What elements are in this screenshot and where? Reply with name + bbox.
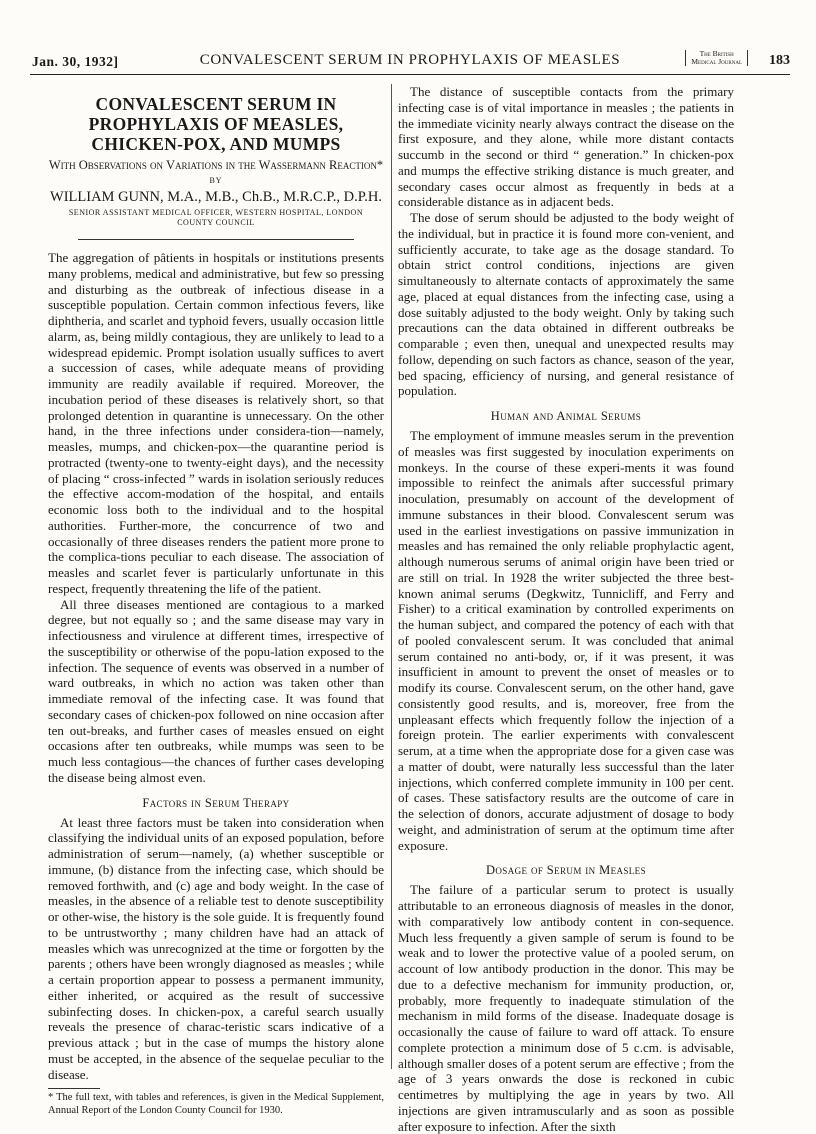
paragraph-serums: The employment of immune measles serum in the prevention of measles was first suggested by inoculation experiments on monkeys. In the course of these experi-ments it was found impossible to reinfect the animals after successful primary inoculation, presumably on account of the development of immune substances in their blood. Convalescent serum was used in the earliest investigations on passive immunization in measles and has remained the only reliable prophylactic agent, although numerous serums of animal origin have been tried or are still on trial. In 1928 the writer subjected the three best-known animal serums (Degkwitz, Tunnicliff, and Ferry and Fisher) to a critical examination by controlled experiments on the human subject, and compared the potency of each with that of pooled convalescent serum. It was concluded that animal serum contained no anti-body, or, if it was present, it was insufficient in amount to prevent the onset of measles or to modify its course. Convalescent serum, on the other hand, gave consistently good results, and is, moreover, free from the unpleasant effects which frequently follow the injection of a foreign protein. The earlier experiments with convalescent serum, at a time when the appropriate dose for a given case was a matter of doubt, were naturally less successful than the later injections, which conferred complete immunity in 100 per cent. of cases. These satisfactory results are the outcome of care in the selection of donors, accurate adjustment of dosage to body weight, and administration of serum at the optimum time after exposure.	[398, 428, 734, 853]
page-number: 183	[769, 53, 790, 68]
issue-date: Jan. 30, 1932]	[32, 54, 119, 69]
section-heading-human-animal: Human and Animal Serums	[490, 409, 642, 423]
author-name: WILLIAM GUNN, M.A., M.B., Ch.B., M.R.C.P., D.P.H.	[50, 189, 382, 205]
right-column	[398, 84, 734, 1134]
journal-name-line2: Medical Journal	[691, 57, 742, 66]
section-heading-dosage: Dosage of Serum in Measles	[485, 863, 646, 878]
running-header	[30, 48, 790, 75]
paragraph-contagion: All three diseases mentioned are contagious to a marked degree, but not equally so ; and the same disease may vary in infectiousness and virulence at different times, irrespective of the susceptibility or otherwise of the popu-lation exposed to the infection. The sequence of events was observed in a number of ward outbreaks, in which no action was taken other than immediate removal of the infecting case. It was found that secondary cases of chicken-pox followed on nine occasion after ten out-breaks, and further cases of measles ensued on eight occasions after ten outbreaks, while mumps was seen to be much less contagious—the chances of further cases developing the disease being almost even.	[48, 596, 384, 785]
running-title: CONVALESCENT SERUM IN PROPHYLAXIS OF MEASLES	[199, 52, 621, 68]
column-divider	[391, 84, 392, 1069]
footnote: * The full text, with tables and references, is given in the Medical Supplement, Annual Report of the London County Council for 1930.	[48, 1092, 384, 1116]
byline-by: BY	[209, 176, 223, 185]
paragraph-distance: The distance of susceptible contacts from the primary infecting case is of vital importance in measles ; the patients in the immediate vicinity nearly always contract the disease on the first exposure, and they alone, while more distant contacts succumb in the second or third “ generation.” In chicken-pox and mumps the effective striking distance is much greater, and secondary cases occur almost as frequently in beds at a considerable distance as in adjacent beds.	[398, 84, 734, 210]
journal-name-line1: The British	[699, 49, 734, 58]
paragraph-intro: The aggregation of pâtients in hospitals or institutions presents many problems, medical and administrative, but few so pressing and disturbing as the outbreak of infectious disease in a susceptible population. Certain common infectious fevers, like diphtheria, and scarlet and typhoid fevers, usually occasion little alarm, as, being mildly contagious, they are unlikely to lead to a widespread epidemic. Prompt isolation usually suffices to avert a succession of cases, while adequate means of providing immunity are readily available if required. Moreover, the incubation period of these diseases is relatively short, so that prolonged detention in quarantine is unnecessary. On the other hand, in the three infections under considera-tion—namely, measles, mumps, and chicken-pox—the quarantine period is protracted (twenty-one to twenty-eight days), and the necessity of placing “ cross-infected ” wards in isolation seriously reduces the effective accom-modation of the hospital, and entails economic loss both to the individual and to the hospital authorities. Further-more, the concurrence of two and occasionally of three diseases renders the patient more prone to the complica-tions peculiar to each disease. The association of measles and scarlet fever is particularly unfortunate in this respect, frequently threatening the life of the patient.	[48, 250, 384, 596]
journal-name	[685, 50, 748, 66]
paragraph-dose: The dose of serum should be adjusted to the body weight of the individual, but in practice it is found more con-venient, and sufficiently accurate, to take age as the dosage standard. To obtain strict control conditions, injections are given simultaneously to alternate contacts of approximately the same age, placed at equal distances from the infecting case, using a dose suitably adjusted to the body weight. Only by taking such precautions can the data obtained in different outbreaks be comparable ; even then, unequal and unexpected results may follow, depending on such factors as chance, season of the year, bed spacing, efficiency of nursing, and general resistance of population.	[398, 210, 734, 399]
footnote-rule	[48, 1088, 100, 1089]
section-heading-factors: Factors in Serum Therapy	[142, 795, 290, 810]
author-affiliation: SENIOR ASSISTANT MEDICAL OFFICER, WESTERN HOSPITAL, LONDON COUNTY COUNCIL	[68, 208, 364, 227]
article-title: CONVALESCENT SERUM IN PROPHYLAXIS OF MEASLES, CHICKEN-POX, AND MUMPS	[88, 94, 344, 154]
paragraph-dosage: The failure of a particular serum to protect is usually attributable to an erroneous diagnosis of measles in the donor, with comparatively low antibody content in con-sequence. Much less frequently a given sample of serum is found to be weak and to lower the protective value of a pooled serum, on account of low antibody production in the donor. This may be due to a defective mechanism for immunity production, or, probably, more frequently to inadequate stimulation of the mechanism in mild forms of the disease. Inadequate dosage is occasionally the cause of failure to ward off attack. To ensure complete protection a minimum dose of 5 c.cm. is advisable, although smaller doses of a potent serum are effective ; from the age of 3 years onwards the dose is reckoned in cubic centimetres by multiplying the age in years by two. All injections are given intramuscularly and as soon as possible after exposure to infection. After the sixth	[398, 882, 734, 1134]
article-subtitle: With Observations on Variations in the Wassermann Reaction*	[48, 158, 384, 172]
title-rule	[78, 239, 354, 240]
paragraph-factors: At least three factors must be taken into consideration when classifying the individual units of an exposed population, before administration of serum—namely, (a) whether susceptible or immune, (b) distance from the infecting case, which should be removed forthwith, and (c) age and body weight. In the case of measles, in the absence of a reliable test to denote susceptibility or other-wise, the history is the sole guide. It is frequently found to be untrustworthy ; many children have had an attack of measles which was unrecognized at the time or forgotten by the parents ; others have been wrongly diagnosed as measles ; while a certain proportion appear to possess a permanent immunity, either inherited, or acquired as the result of successive subinfecting doses. In chicken-pox, a careful search usually reveals the presence of charac-teristic scars indicative of a previous attack ; but in the case of mumps the history alone must be accepted, in the absence of the sequelae peculiar to the disease.	[48, 814, 384, 1082]
left-column	[48, 84, 384, 1117]
